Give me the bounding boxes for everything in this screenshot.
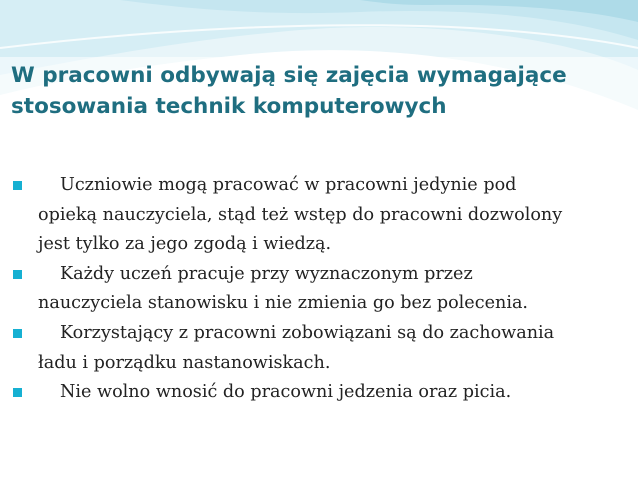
square-bullet-icon — [13, 329, 22, 338]
bullet-text-line: opieką nauczyciela, stąd też wstęp do pracowni dozwolony — [38, 204, 563, 225]
slide-title-line-2: stosowania technik komputerowych — [11, 94, 447, 119]
bullet-text-line: Korzystający z pracowni zobowiązani są do zachowania — [60, 322, 555, 343]
bullet-item — [0, 378, 620, 408]
bullet-text-line: Każdy uczeń pracuje przy wyznaczonym przez — [60, 263, 473, 284]
square-bullet-icon — [13, 270, 22, 279]
bullet-text-line: Nie wolno wnosić do pracowni jedzenia oraz picia. — [60, 382, 512, 403]
slide-title-line-1: W pracowni odbywają się zajęcia wymagające — [11, 63, 567, 88]
bullet-text-line: jest tylko za jego zgodą i wiedzą. — [38, 234, 332, 255]
slide-title — [11, 60, 631, 122]
square-bullet-icon — [13, 388, 22, 397]
bullet-list — [0, 171, 638, 408]
bullet-text-line: ładu i porządku nastanowiskach. — [38, 352, 331, 373]
square-bullet-icon — [13, 181, 22, 190]
bullet-item — [0, 319, 620, 378]
bullet-text-line: Uczniowie mogą pracować w pracowni jedynie pod — [60, 175, 517, 195]
bullet-item — [0, 260, 620, 319]
bullet-text-line: nauczyciela stanowisku i nie zmienia go bez polecenia. — [38, 293, 529, 314]
bullet-item — [0, 171, 620, 260]
